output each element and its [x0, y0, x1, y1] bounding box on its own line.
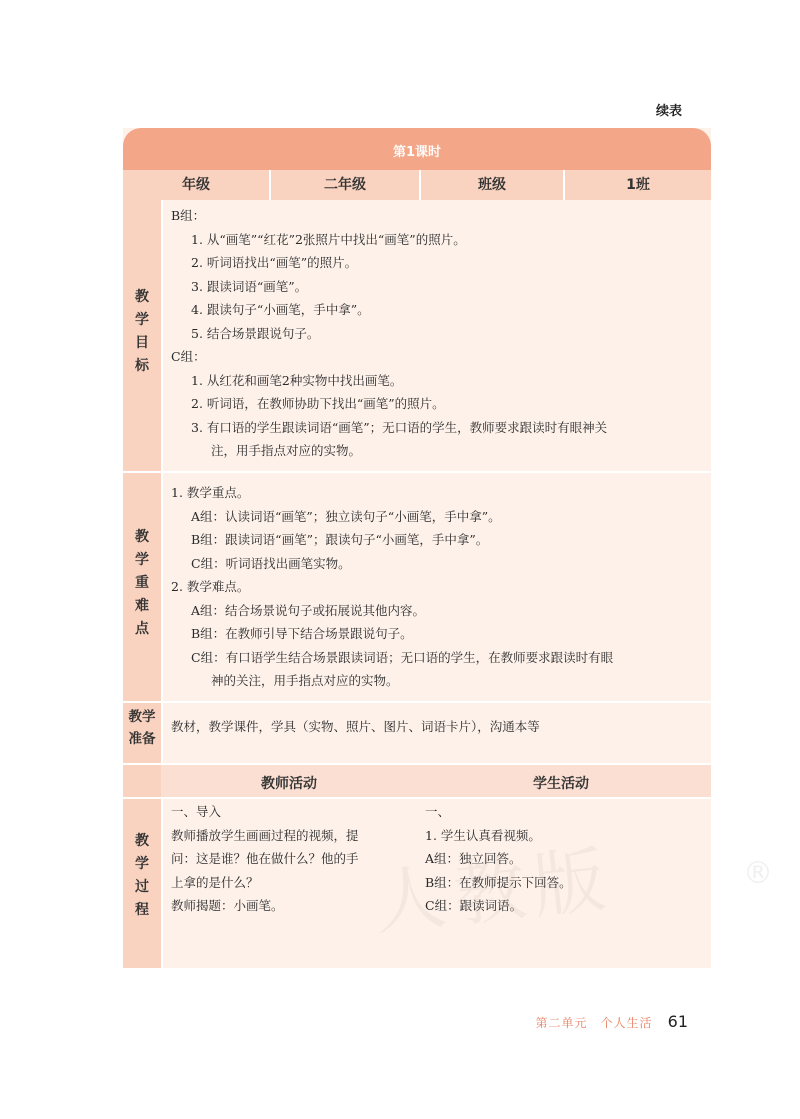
continued-label: 续表 [655, 104, 682, 119]
page-number: 61 [667, 1012, 688, 1031]
text-line: 教师播放学生画画过程的视频，提 [171, 827, 359, 843]
text-line: A组：结合场景说句子或拓展说其他内容。 [191, 602, 426, 618]
lesson-plan-table [123, 128, 773, 968]
text-line: 一、导入 [171, 804, 222, 819]
text-line: 2. 听词语，在教师协助下找出“画笔”的照片。 [191, 396, 445, 411]
objectives-content [171, 204, 607, 463]
unit-label: 第二单元 个人生活 [535, 1016, 653, 1030]
class-label: 班级 [478, 177, 506, 193]
page-footer [536, 1012, 688, 1031]
text-line: A组：独立回答。 [425, 851, 522, 866]
student-activity-header: 学生活动 [533, 776, 589, 792]
key-points-label: 教 学 重 难 点 [135, 529, 149, 637]
text-line: C组： [171, 349, 206, 364]
preparation-label: 教学 准备 [128, 709, 156, 747]
process-label: 教 学 过 程 [135, 833, 149, 918]
key-points-content [171, 481, 613, 693]
text-line: 注，用手指点对应的实物。 [211, 443, 362, 458]
text-line: 1. 学生认真看视频。 [425, 827, 541, 843]
text-line: 2. 听词语找出“画笔”的照片。 [191, 255, 358, 270]
lesson-title-bar [123, 128, 711, 170]
text-line: B组：在教师引导下结合场景跟说句子。 [191, 626, 413, 641]
grade-label: 年级 [182, 177, 210, 193]
text-line: 1. 从“画笔”“红花”2张照片中找出“画笔”的照片。 [191, 231, 466, 247]
text-line: 1. 从红花和画笔2种实物中找出画笔。 [191, 372, 403, 388]
activity-header-row [161, 765, 711, 797]
text-line: 4. 跟读句子“小画笔，手中拿”。 [191, 302, 370, 317]
text-line: C组：有口语学生结合场景跟读词语；无口语的学生，在教师要求跟读时有眼 [191, 649, 614, 665]
text-line: B组： [171, 208, 206, 223]
class-value: 1班 [626, 177, 650, 193]
text-line: 教师揭题：小画笔。 [171, 898, 284, 913]
preparation-text: 教材，教学课件，学具（实物、照片、图片、词语卡片），沟通本等 [171, 719, 540, 734]
objectives-label: 教 学 目 标 [135, 289, 149, 374]
registered-mark: ® [743, 856, 773, 891]
teacher-activity-content [171, 800, 359, 918]
text-line: 神的关注，用手指点对应的实物。 [211, 673, 399, 688]
text-line: 问：这是谁？他在做什么？他的手 [171, 851, 359, 866]
text-line: 上拿的是什么？ [171, 874, 259, 890]
text-line: C组：跟读词语。 [425, 898, 523, 913]
text-line: 2. 教学难点。 [171, 579, 250, 594]
text-line: 1. 教学重点。 [171, 485, 250, 500]
text-line: B组：跟读词语“画笔”；跟读句子“小画笔，手中拿”。 [191, 532, 489, 547]
text-line: 3. 有口语的学生跟读词语“画笔”；无口语的学生，教师要求跟读时有眼神关 [191, 419, 608, 435]
text-line: B组：在教师提示下回答。 [425, 874, 572, 890]
text-line: C组：听词语找出画笔实物。 [191, 555, 351, 571]
publisher-watermark [368, 821, 618, 950]
lesson-title: 第1课时 [392, 145, 442, 160]
teacher-activity-header: 教师活动 [261, 776, 317, 792]
text-line: 3. 跟读词语“画笔”。 [191, 278, 308, 294]
text-line: 5. 结合场景跟说句子。 [191, 325, 320, 341]
text-line: 一、 [425, 804, 451, 819]
grade-class-row [123, 170, 711, 200]
text-line: A组：认读词语“画笔”；独立读句子“小画笔，手中拿”。 [191, 508, 501, 524]
grade-value: 二年级 [324, 177, 366, 193]
